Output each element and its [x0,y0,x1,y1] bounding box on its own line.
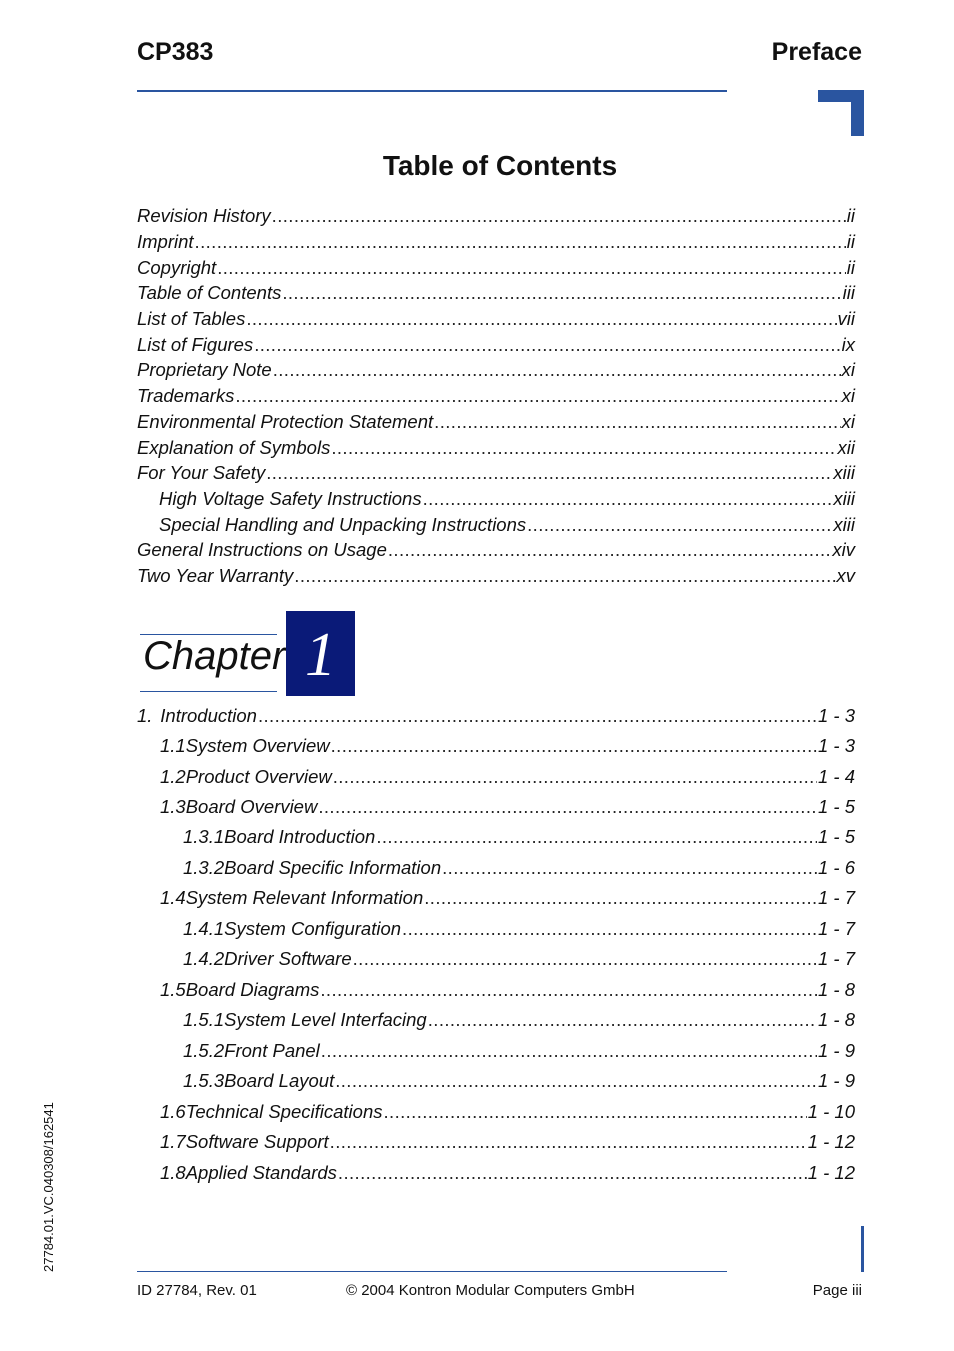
toc-entry[interactable]: Environmental Protection Statement ..... xi [137,411,855,433]
header-rule [137,90,727,92]
toc-entry[interactable]: Trademarks ..... xi [137,385,855,407]
footer-copyright: © 2004 Kontron Modular Computers GmbH [346,1282,635,1299]
chapter-word: Chapter [143,634,286,678]
toc-subentry[interactable]: High Voltage Safety Instructions ..... xiii [159,488,855,510]
footer-doc-id: ID 27784, Rev. 01 [137,1282,257,1299]
toc-entry[interactable]: Table of Contents ..... iii [137,282,855,304]
toc-entry[interactable]: Explanation of Symbols ..... xii [137,437,855,459]
toc-entry[interactable]: 1.2 Product Overview ..... 1 - 4 [160,766,855,788]
toc-entry[interactable]: 1.5.1 System Level Interfacing ..... 1 - 8 [183,1009,855,1031]
toc-title: Table of Contents [382,150,618,181]
toc-entry[interactable]: 1.8 Applied Standards ..... 1 - 12 [160,1162,855,1184]
toc-entry[interactable]: List of Figures ..... ix [137,334,855,356]
chapter-rule-bottom [140,691,277,692]
toc-entry[interactable]: 1.6 Technical Specifications ..... 1 - 10 [160,1101,855,1123]
toc-entry[interactable]: Revision History ..... ii [137,205,855,227]
corner-mark-vertical [851,90,864,136]
toc-subentry[interactable]: Special Handling and Unpacking Instructions ..... xiii [159,514,855,536]
toc-entry[interactable]: 1.1 System Overview ..... 1 - 3 [160,735,855,757]
toc-entry[interactable]: Two Year Warranty ..... xv [137,565,855,587]
toc-entry[interactable]: 1.3.1 Board Introduction ..... 1 - 5 [183,826,855,848]
toc-entry[interactable]: 1.7 Software Support ..... 1 - 12 [160,1131,855,1153]
toc-entry[interactable]: 1.4.1 System Configuration ..... 1 - 7 [183,918,855,940]
toc-entry[interactable]: List of Tables ..... vii [137,308,855,330]
toc-entry[interactable]: 1.5.3 Board Layout ..... 1 - 9 [183,1070,855,1092]
header-left-title: CP383 [137,38,214,66]
toc-entry[interactable]: 1.4.2 Driver Software ..... 1 - 7 [183,948,855,970]
toc-entry[interactable]: 1.5 Board Diagrams ..... 1 - 8 [160,979,855,1001]
toc-entry[interactable]: 1.5.2 Front Panel ..... 1 - 9 [183,1040,855,1062]
toc-entry[interactable]: 1.3 Board Overview ..... 1 - 5 [160,796,855,818]
chapter-number-box: 1 [286,611,355,696]
toc-entry[interactable]: 1. Introduction ..... 1 - 3 [137,705,855,727]
toc-entry[interactable]: Imprint ..... ii [137,231,855,253]
side-document-id: 27784.01.VC.040308/162541 [41,1102,56,1272]
footer-corner-mark [861,1226,864,1272]
toc-entry[interactable]: For Your Safety ..... xiii [137,462,855,484]
toc-entry[interactable]: Copyright ..... ii [137,257,855,279]
toc-entry[interactable]: 1.4 System Relevant Information ..... 1 - 7 [160,887,855,909]
toc-entry[interactable]: 1.3.2 Board Specific Information ..... 1 - 6 [183,857,855,879]
footer-page-number: Page iii [812,1282,862,1299]
toc-entry[interactable]: General Instructions on Usage ..... xiv [137,539,855,561]
header-right-title: Preface [771,38,862,66]
footer-rule [137,1271,727,1272]
toc-entry[interactable]: Proprietary Note ..... xi [137,359,855,381]
